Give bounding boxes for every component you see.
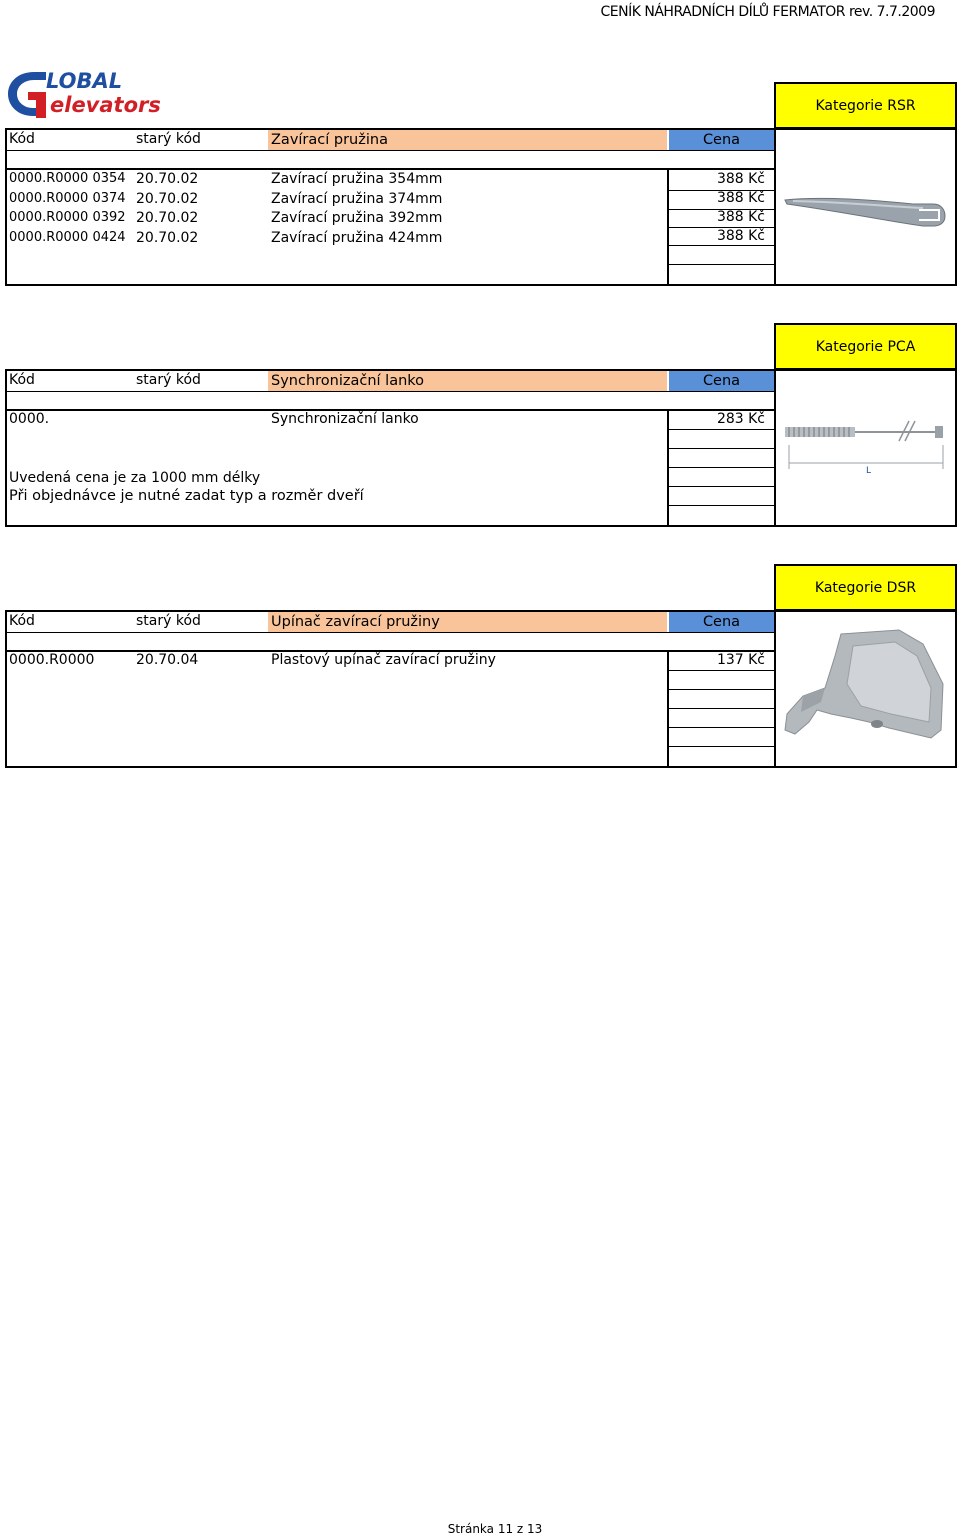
row-name: Zavírací pružina 354mm [271,171,443,187]
row-stary-kod: 20.70.02 [136,171,199,187]
column-stary-kod-header: starý kód [136,613,201,629]
category-rsr: Kategorie RSR [774,82,957,129]
row-kod: 0000.R0000 [9,652,95,668]
section-rsr-table [5,128,957,286]
row-name: Synchronizační lanko [271,411,419,427]
column-kod-header: Kód [9,613,35,629]
section-dsr-table [5,610,957,768]
closing-spring-image [783,186,949,232]
row-price: 283 Kč [716,411,765,427]
row-stary-kod: 20.70.04 [136,652,199,668]
svg-text:L: L [866,466,872,476]
column-kod-header: Kód [9,131,35,147]
column-cena-header: Cena [669,371,774,391]
row-name: Plastový upínač zavírací pružiny [271,652,496,668]
logo-graphic [6,68,181,123]
document-title: CENÍK NÁHRADNÍCH DÍLŮ FERMATOR rev. 7.7.2009 [600,4,935,20]
row-stary-kod: 20.70.02 [136,191,199,207]
row-stary-kod: 20.70.02 [136,230,199,246]
row-name: Zavírací pružina 374mm [271,191,443,207]
section-name-header: Zavírací pružina [268,130,667,150]
svg-text:LOBAL: LOBAL [46,69,123,93]
row-price: 388 Kč [716,171,765,187]
row-kod: 0000.R0000 0424 [9,230,126,245]
column-stary-kod-header: starý kód [136,372,201,388]
spring-clip-image [781,626,953,750]
row-stary-kod: 20.70.02 [136,210,199,226]
svg-text:elevators: elevators [50,93,161,117]
column-cena-header: Cena [669,612,774,632]
section-name-header: Synchronizační lanko [268,371,667,391]
row-kod: 0000.R0000 0392 [9,210,126,225]
section-pca-table [5,369,957,527]
column-kod-header: Kód [9,372,35,388]
synchronization-cable-image [783,419,949,479]
note-length: Uvedená cena je za 1000 mm délky [9,470,261,486]
note-order: Při objednávce je nutné zadat typ a rozměr dveří [9,488,364,504]
row-price: 388 Kč [716,209,765,225]
row-kod: 0000. [9,411,50,427]
row-price: 137 Kč [716,652,765,668]
row-price: 388 Kč [716,190,765,206]
column-cena-header: Cena [669,130,774,150]
column-stary-kod-header: starý kód [136,131,201,147]
section-name-header: Upínač zavírací pružiny [268,612,667,632]
row-kod: 0000.R0000 0354 [9,171,126,186]
page-number: Stránka 11 z 13 [447,1522,543,1536]
row-price: 388 Kč [716,228,765,244]
category-dsr: Kategorie DSR [774,564,957,611]
category-pca: Kategorie PCA [774,323,957,370]
row-name: Zavírací pružina 424mm [271,230,443,246]
row-name: Zavírací pružina 392mm [271,210,443,226]
global-elevators-logo [6,68,181,123]
row-kod: 0000.R0000 0374 [9,191,126,206]
